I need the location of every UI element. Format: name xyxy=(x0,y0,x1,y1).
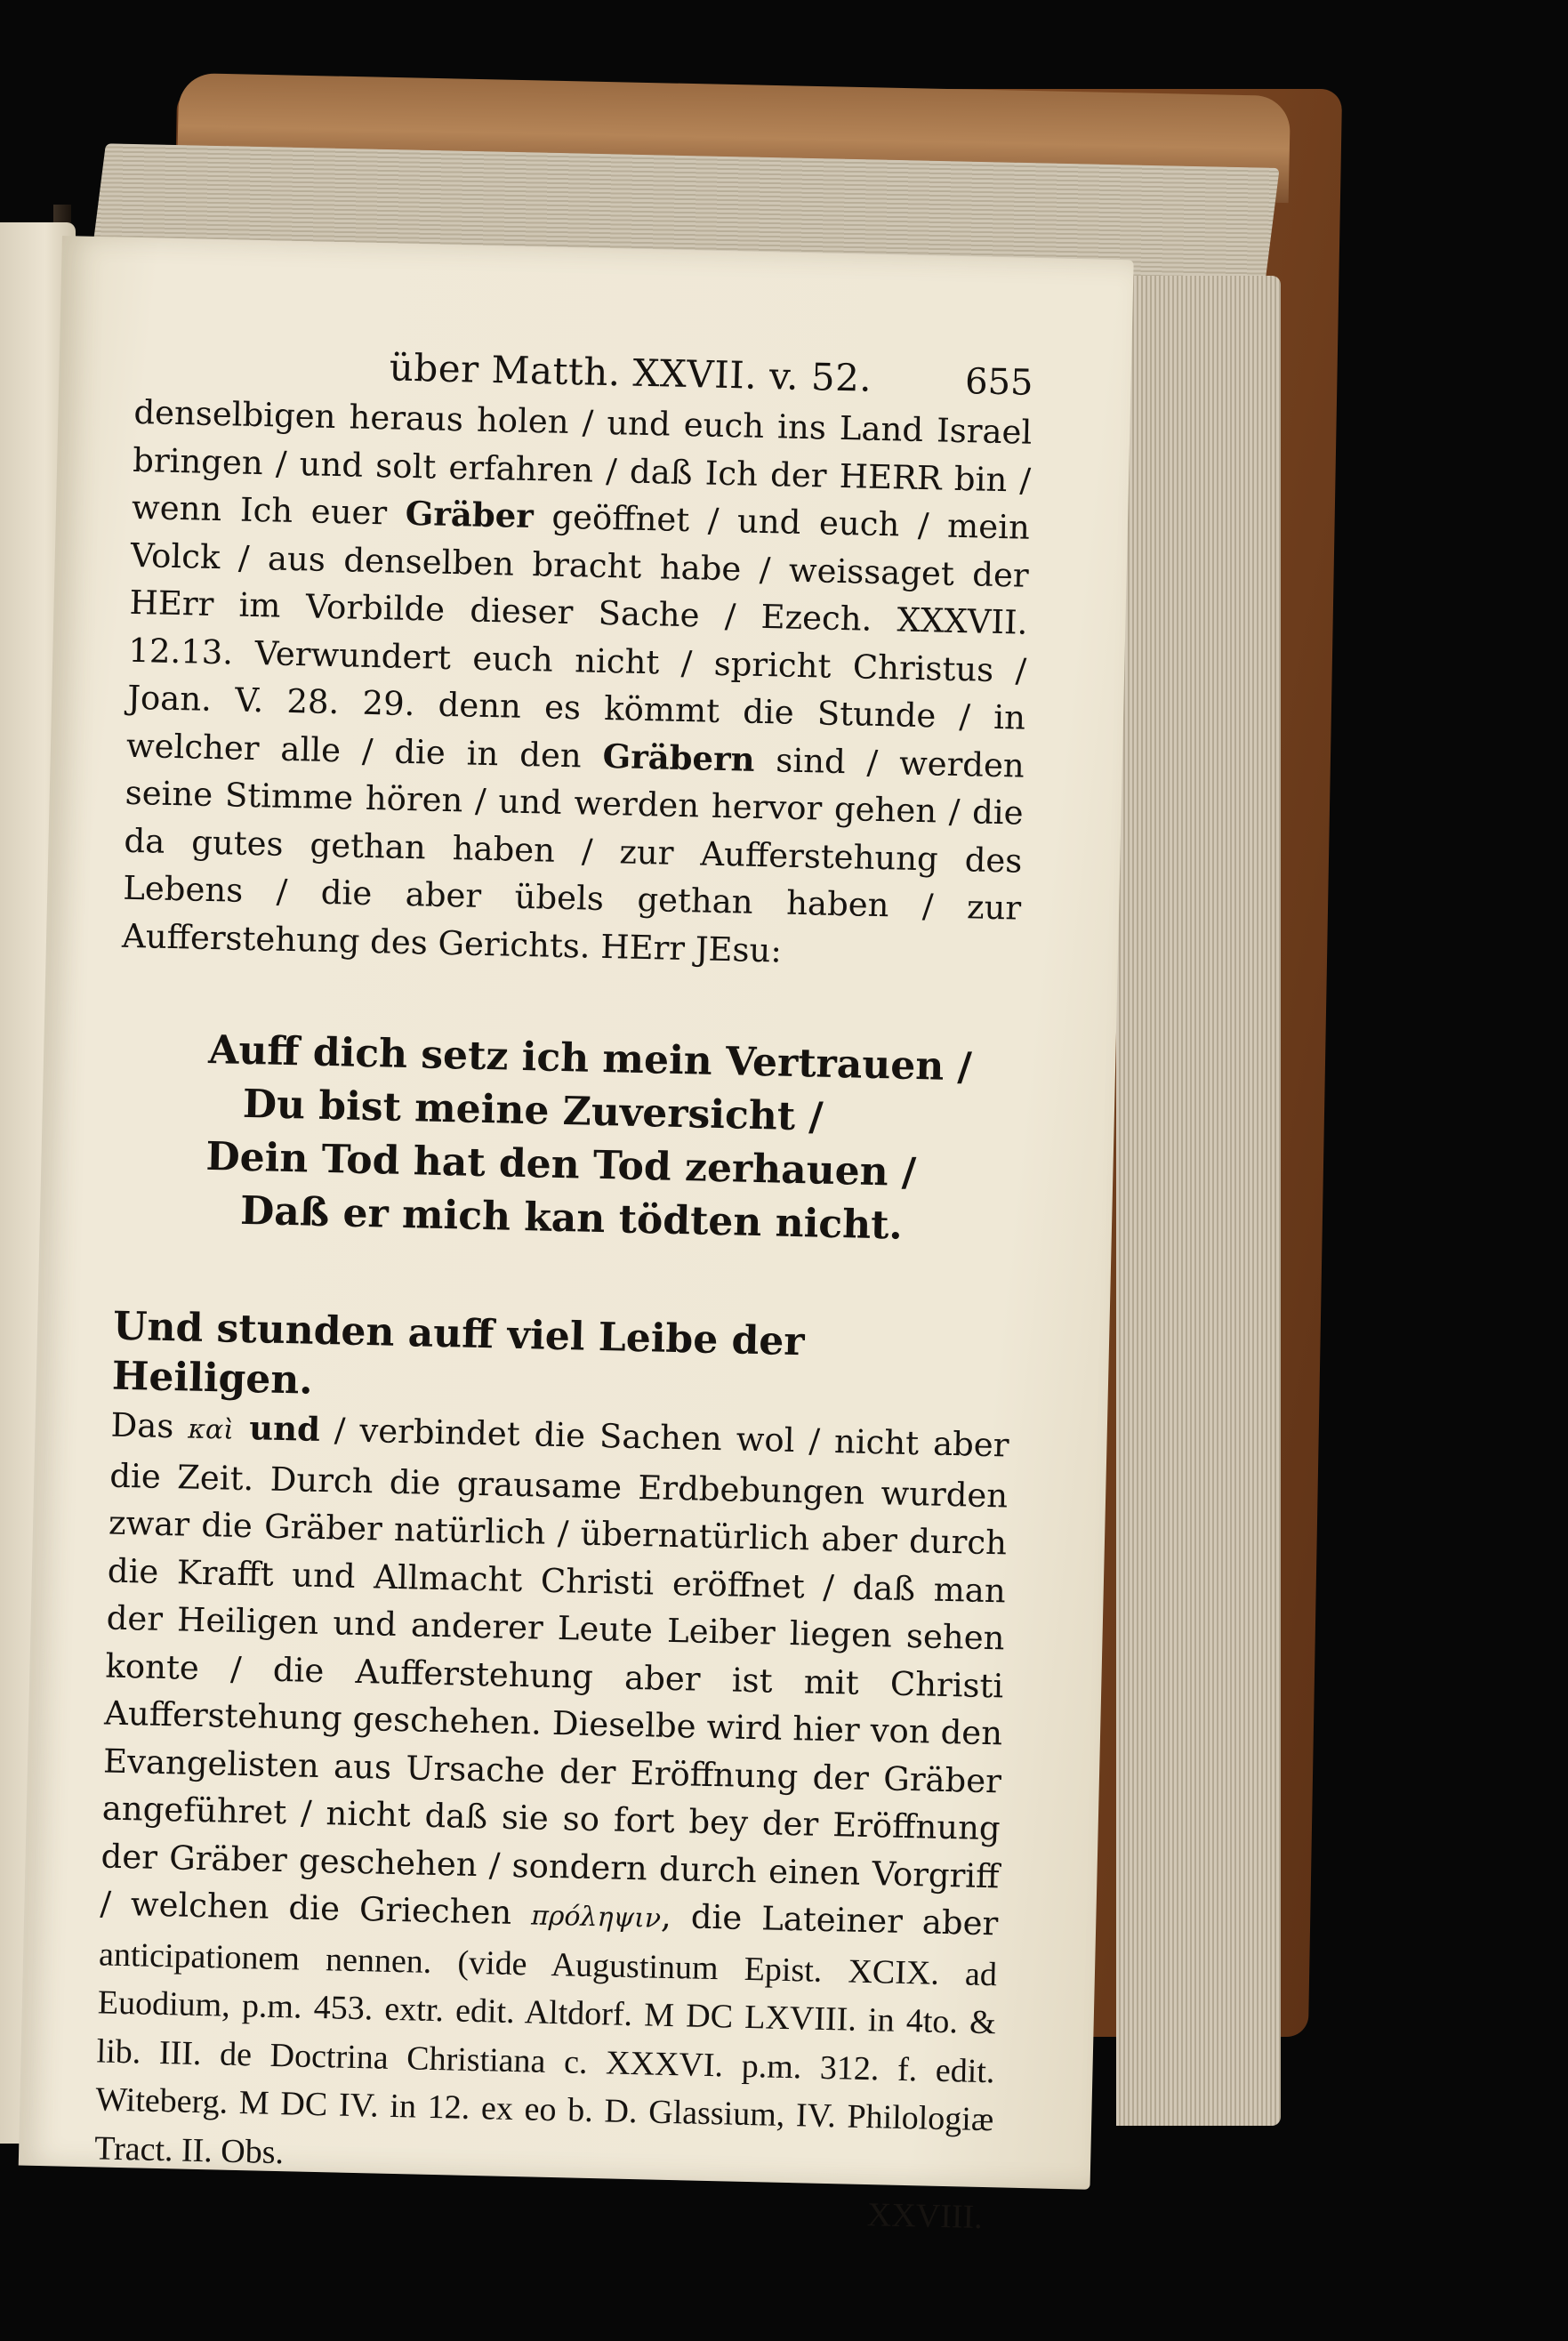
paragraph-1-text-b: geöffnet / und euch / mein Volck / aus denselben bracht habe / weissaget der HErr im Vorbilde dieser Sache / Ezech. XXXVII. 12.13. Verwundert euch nicht / spricht Christus / Joan. V. 28. 29. denn es kömmt die Stunde / in welcher alle / die in den xyxy=(125,497,1031,776)
page-block-fore-edge xyxy=(1116,276,1281,2126)
paragraph-2-text-a: / verbindet die Sachen wol / nicht aber die Zeit. Durch die grausame Erdbebungen wurden zwar die Gräber natürlich / übernatürlich aber durch die Krafft und Allmacht Christi eröffnet / daß man der Heiligen und anderer Leute Leiber liegen sehen konte / die Aufferstehung aber ist mit Christi Aufferstehung geschehen. Dieselbe wird hier von den Evangelisten aus Ursache der Eröffnung der Gräber angeführet / nicht daß sie so fort bey der Eröffnung der Gräber geschehen / sondern durch einen Vorgriff / welchen die Griechen xyxy=(99,1410,1009,1933)
running-title: über Matth. XXVII. v. 52. xyxy=(389,345,872,400)
paragraph-1-bold-a: Gräber xyxy=(405,493,535,536)
greek-word-prolepsin: πρόληψιν xyxy=(530,1900,662,1935)
verse-line: Auff dich setz ich mein Vertrauen / xyxy=(207,1026,973,1090)
greek-word-kai: καὶ xyxy=(187,1413,235,1446)
catchword: XXVIII. xyxy=(866,2196,984,2237)
paragraph-2 xyxy=(94,1402,1009,2193)
page-number: 655 xyxy=(964,361,1034,404)
verse-line: Du bist meine Zuversicht / xyxy=(242,1081,824,1140)
latin-citation: anticipationem nennen. (vide Augustinum Epist. XCIX. ad Euodium, p.m. 453. extr. edit. Altdorf. M DC LXVIII. in 4to. & lib. III. de Doctrina Christiana c. XXXVI. p.m. 312. f. edit. Witeberg. M DC IV. in 12. ex eo b. D. Glassium, IV. Philologiæ Tract. II. Obs. xyxy=(93,1935,998,2171)
page-text-block xyxy=(92,340,1033,2237)
paragraph-1-text-c: sind / werden seine Stimme hören / und werden hervor gehen / die da gutes gethan haben / zur Aufferstehung des Lebens / die aber übels gethan haben / zur Aufferstehung des Gerichts. HErr JEsu: xyxy=(121,740,1025,970)
paragraph-1-text-a: denselbigen heraus holen / und euch ins Land Israel bringen / und solt erfahren / daß Ich der HERR bin / wenn Ich euer xyxy=(131,392,1033,533)
paragraph-1 xyxy=(122,389,1033,980)
section-heading: Und stunden auff viel Leibe der Heiligen. xyxy=(111,1303,806,1404)
verse-line: Dein Tod hat den Tod zerhauen / xyxy=(205,1133,917,1196)
paragraph-2-bold-und: und xyxy=(233,1407,321,1449)
right-page xyxy=(19,236,1134,2237)
verse-line: Daß er mich kan tödten nicht. xyxy=(239,1187,904,1249)
hymn-verse xyxy=(204,1024,1017,1256)
paragraph-1-bold-b: Gräbern xyxy=(602,736,756,779)
paragraph-2-start: Das xyxy=(110,1405,189,1446)
paragraph-2-text-b: , die Lateiner aber xyxy=(660,1896,999,1943)
